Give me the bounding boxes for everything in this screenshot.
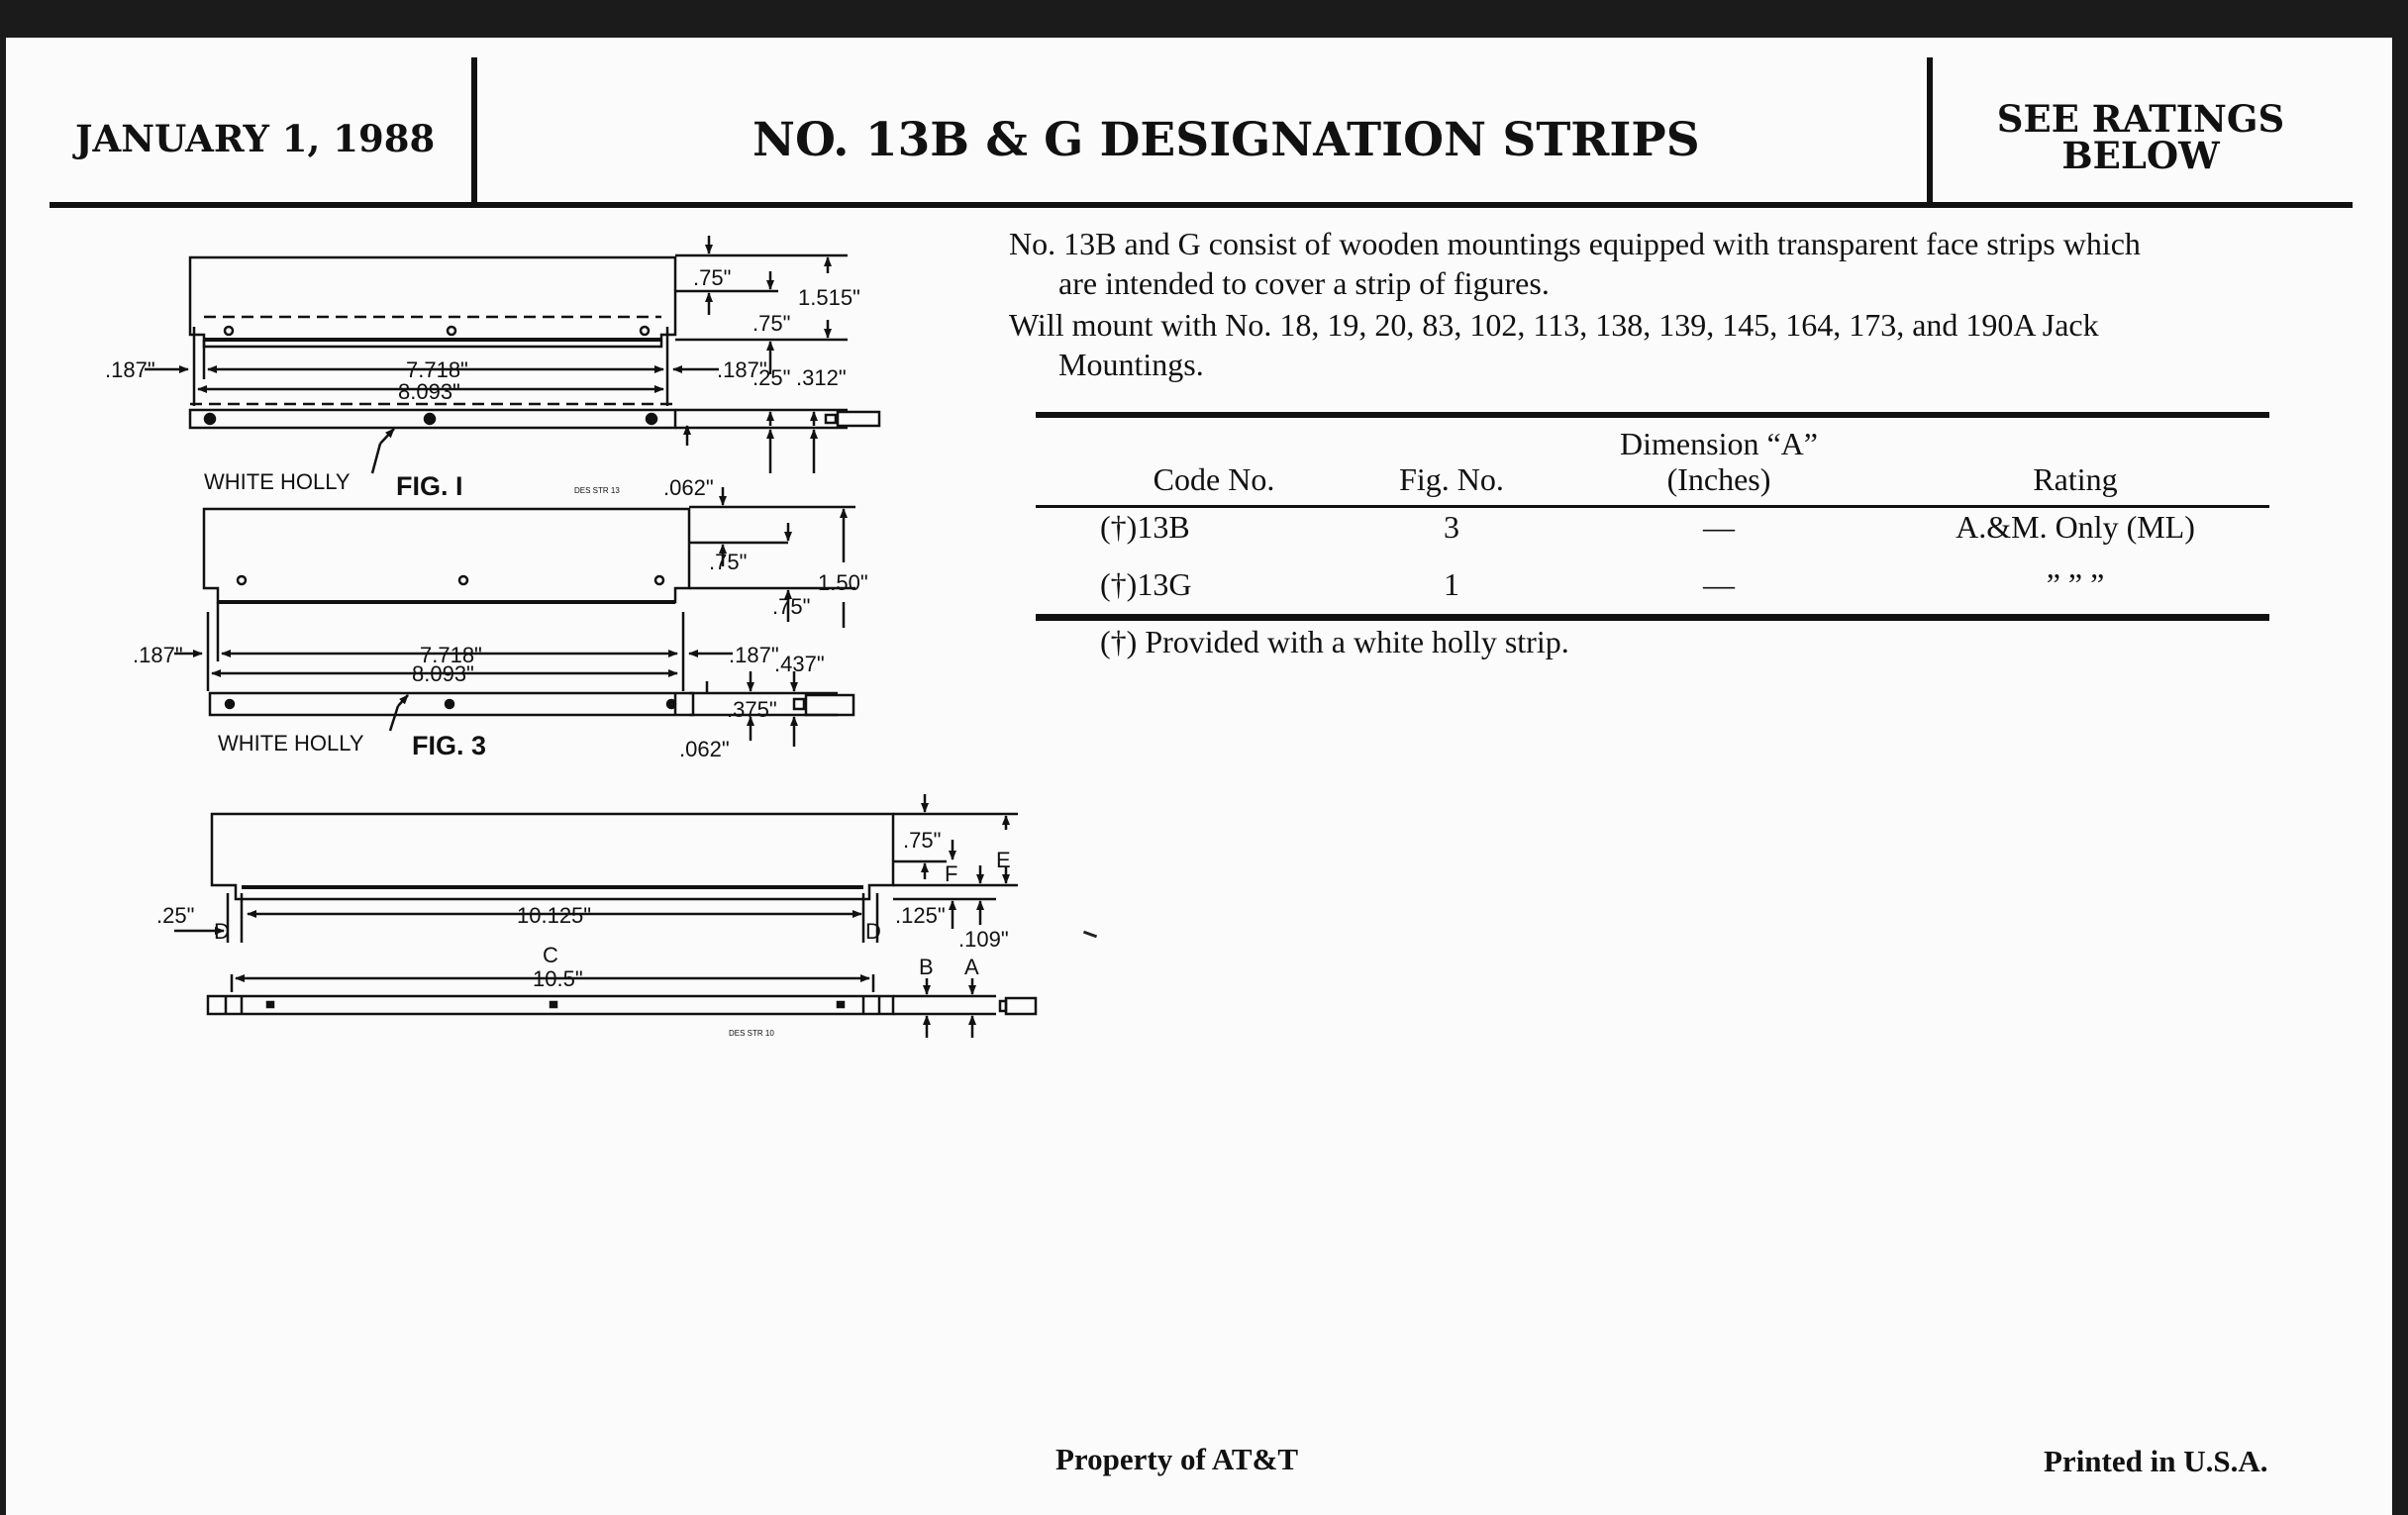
fig1-dim-075b: .75" [752,311,791,336]
row-13g-rating: ” ” ” [2046,566,2105,602]
fig1-dim-25: .25" [752,365,791,390]
header-dimension-line1: Dimension “A” [1620,426,1818,461]
document-title: NO. 13B & G DESIGNATION STRIPS [752,113,1700,167]
header-fig: Fig. No. [1399,461,1504,497]
figg-dim-105: 10.5" [533,966,583,991]
header-rating: Rating [2033,461,2118,497]
figures-drawing [6,38,1011,1038]
ratings-note-line2: BELOW [2061,134,2220,177]
fig1-dim-187-right: .187" [717,357,767,382]
fig3-dim-075a: .75" [709,550,748,574]
figg-dim-075: .75" [903,828,942,853]
description-para2-line1: Will mount with No. 18, 19, 20, 83, 102, 113, 138, 139, 145, 164, 173, and 190A Jack [1009,307,2099,343]
figg-label-D-right: D [865,919,881,944]
figure-1-drawing [145,236,879,473]
fig1-dim-312: .312" [796,365,847,390]
figg-dim-10125: 10.125" [517,903,592,928]
fig1-dim-187-left: .187" [105,357,155,382]
figg-code: DES STR 10 [729,1029,774,1038]
row-13b-rating: A.&M. Only (ML) [1956,509,2195,545]
fig3-dim-187-left: .187" [133,643,183,667]
figg-dim-109: .109" [958,927,1009,952]
fig3-dim-7718: 7.718" [420,643,482,667]
table-footnote: (†) Provided with a white holly strip. [1100,624,1569,659]
figg-label-E: E [996,848,1011,872]
fig1-dim-8093: 8.093" [398,379,460,404]
fig3-dim-187-right: .187" [729,643,779,667]
table-bottom-rule [1036,614,2269,621]
fig3-dim-075b: .75" [772,594,811,619]
figg-label-A: A [964,955,979,979]
fig1-dim-1515: 1.515" [798,285,860,310]
footer-property: Property of AT&T [1055,1442,1299,1476]
description-para1-line2: are intended to cover a strip of figures. [1058,265,1550,301]
header-code: Code No. [1153,461,1275,497]
document-page [6,38,2392,1515]
fig3-dim-8093: 8.093" [412,661,474,686]
figg-dim-125: .125" [895,903,946,928]
fig3-dim-150: 1.50" [818,570,868,595]
description-para2-line2: Mountings. [1058,347,1204,382]
fig3-dim-375: .375" [727,697,777,722]
fig3-dim-437: .437" [774,652,825,676]
row-13g-fig: 1 [1444,566,1459,602]
figg-label-D-left: D [214,919,230,944]
ratings-note [1933,97,2349,177]
issue-date: JANUARY 1, 1988 [75,117,436,160]
figg-label-C: C [543,943,558,967]
header-dimension-line2: (Inches) [1666,461,1771,497]
fig1-dim-075a: .75" [693,265,732,290]
figg-dim-25: .25" [156,903,195,928]
row-13b-code: (†)13B [1100,509,1190,545]
figg-label-F: F [945,861,958,886]
ratings-note-line1: SEE RATINGS [1996,97,2285,141]
fig3-dim-062: .062" [679,737,730,761]
row-13g-code: (†)13G [1100,566,1192,602]
fig1-code: DES STR 13 [574,486,620,495]
fig1-dim-062: .062" [663,475,714,500]
fig3-material-label: WHITE HOLLY [218,731,364,756]
row-13b-fig: 3 [1444,509,1459,545]
fig1-caption: FIG. I [396,471,463,501]
figg-label-B: B [919,955,934,979]
fig3-caption: FIG. 3 [412,731,487,760]
table-header-rule [1036,505,2269,508]
row-13g-dim: — [1703,566,1735,602]
stray-mark [1083,931,1097,939]
table-top-rule [1036,412,2269,418]
fig1-material-label: WHITE HOLLY [204,469,351,494]
fig1-dim-7718: 7.718" [406,357,468,382]
description-para1-line1: No. 13B and G consist of wooden mountings equipped with transparent face strips which [1009,226,2141,261]
footer-printed: Printed in U.S.A. [2044,1444,2268,1478]
row-13b-dim: — [1703,509,1735,545]
